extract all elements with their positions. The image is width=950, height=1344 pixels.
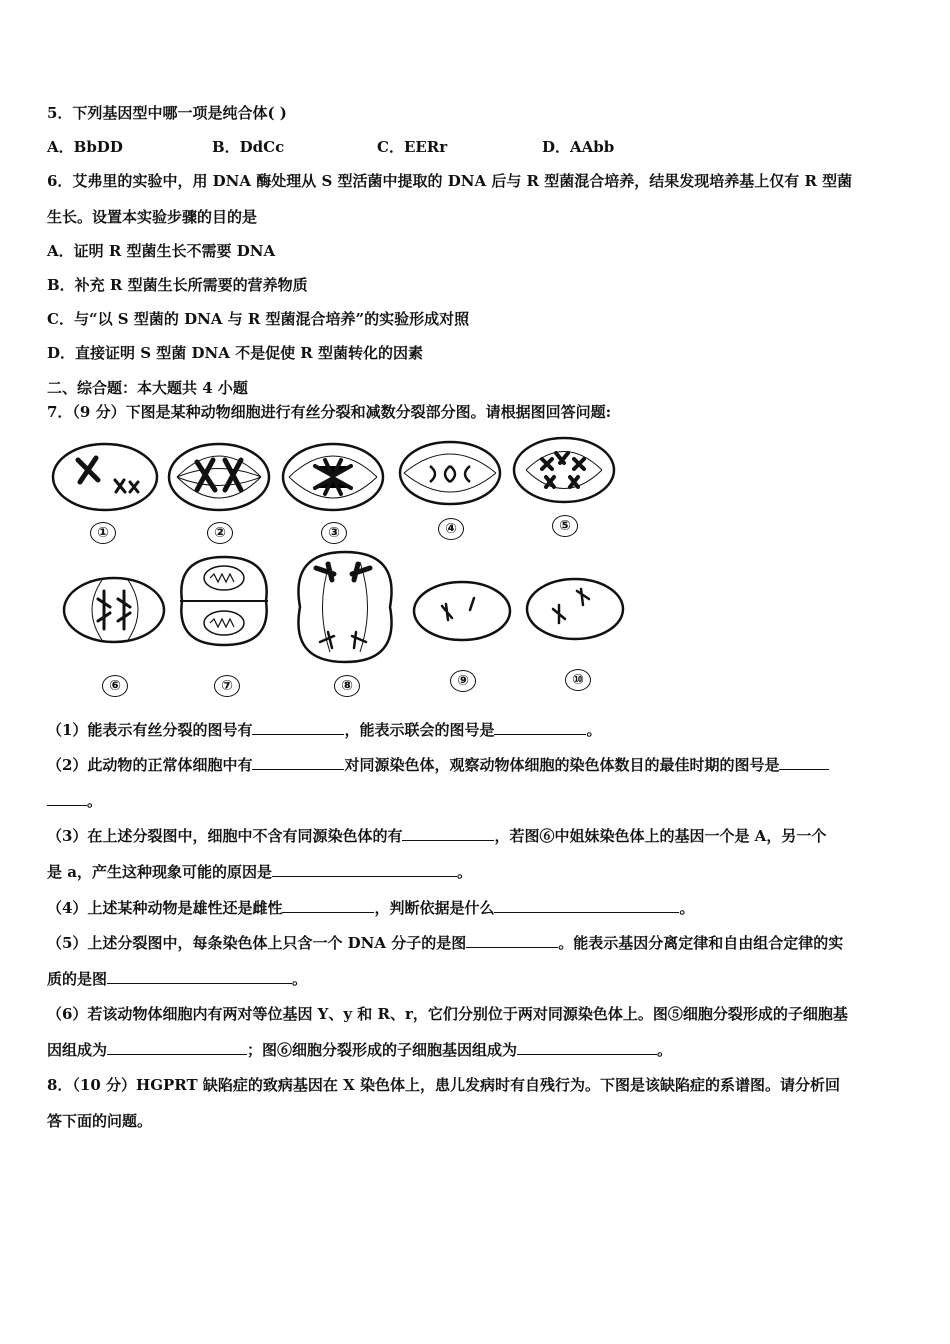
q7-sub2-text-b: 对同源染色体，观察动物体细胞的染色体数目的最佳时期的图号是: [344, 756, 780, 774]
cell-diagram-10: [525, 577, 625, 688]
q7-sub4-blank-1[interactable]: [282, 898, 374, 913]
cell-diagram-2: [167, 440, 272, 541]
cell-diagram-9: [412, 580, 512, 689]
q7-sub3-blank-1[interactable]: [402, 826, 494, 841]
q7-sub3-text-c: 是 a，产生这种现象可能的原因是: [47, 863, 272, 881]
figure-label-7: ⑦: [214, 675, 240, 697]
q6-option-d[interactable]: D．直接证明 S 型菌 DNA 不是促使 R 型菌转化的因素: [47, 344, 423, 362]
q7-sub1-text-a: （1）能表示有丝分裂的图号有: [47, 721, 253, 739]
q7-sub1: [47, 720, 601, 740]
q6-stem-line1: 6．艾弗里的实验中，用 DNA 酶处理从 S 型活菌中提取的 DNA 后与 R 型菌混合培养，结果发现培养基上仅有 R 型菌: [47, 172, 853, 190]
q7-sub6-text-a: （6）若该动物体细胞内有两对等位基因 Y、y 和 R、r，它们分别位于两对同源染色体上。图⑤细胞分裂形成的子细胞基: [47, 1005, 848, 1023]
q7-sub5: [47, 933, 843, 953]
cell-diagram-7: [174, 555, 274, 694]
q6-option-b[interactable]: B．补充 R 型菌生长所需要的营养物质: [47, 276, 308, 294]
q8-line1: 8．（10 分）HGPRT 缺陷症的致病基因在 X 染色体上，患儿发病时有自残行为。下图是该缺陷症的系谱图。请分析回: [47, 1076, 840, 1094]
q5-options: [47, 137, 614, 157]
q7-sub6-cont: [47, 1040, 672, 1060]
figure-label-10: ⑩: [565, 669, 591, 691]
section2-title: 二、综合题：本大题共 4 小题: [47, 379, 248, 397]
figure-label-6: ⑥: [102, 675, 128, 697]
cell-diagram-1: [50, 440, 160, 541]
q7-sub2-text-c: 。: [87, 792, 103, 810]
q6-option-a[interactable]: A．证明 R 型菌生长不需要 DNA: [47, 242, 276, 260]
q5-stem: 5．下列基因型中哪一项是纯合体( ): [47, 104, 287, 122]
cell-diagram-4: [398, 440, 503, 537]
figure-label-4: ④: [438, 518, 464, 540]
q7-sub5-text-a: （5）上述分裂图中，每条染色体上只含一个 DNA 分子的是图: [47, 934, 467, 952]
q8-line2: 答下面的问题。: [47, 1112, 153, 1130]
q7-sub3-blank-2[interactable]: [272, 862, 457, 877]
q7-sub5-blank-1[interactable]: [466, 933, 558, 948]
q7-sub2-text-a: （2）此动物的正常体细胞中有: [47, 756, 253, 774]
q7-sub1-blank-2[interactable]: [494, 720, 586, 735]
q5-option-d[interactable]: D．AAbb: [542, 138, 615, 156]
figure-label-1: ①: [90, 522, 116, 544]
q7-sub2-cont: [47, 791, 102, 811]
q7-sub4-text-c: 。: [679, 899, 695, 917]
q7-sub3-cont: [47, 862, 472, 882]
q7-sub5-text-b: 。能表示基因分离定律和自由组合定律的实: [558, 934, 844, 952]
q7-sub6-text-b: 因组成为: [47, 1041, 108, 1059]
figure-label-2: ②: [207, 522, 233, 544]
q7-sub5-text-c: 质的是图: [47, 970, 108, 988]
q6-option-c[interactable]: C．与“以 S 型菌的 DNA 与 R 型菌混合培养”的实验形成对照: [47, 310, 470, 328]
q7-sub2-blank-1[interactable]: [252, 755, 344, 770]
q7-sub2: [47, 755, 829, 775]
q5-option-c[interactable]: C．EERr: [377, 138, 448, 156]
figure-label-9: ⑨: [450, 670, 476, 692]
q7-sub2-blank-2-cont[interactable]: [47, 791, 87, 806]
q7-sub4-text-a: （4）上述某种动物是雄性还是雌性: [47, 899, 283, 917]
q7-sub6-text-c: ；图⑥细胞分裂形成的子细胞基因组成为: [247, 1041, 518, 1059]
q7-sub5-text-d: 。: [292, 970, 308, 988]
q7-sub3: [47, 826, 826, 846]
cell-diagram-5: [512, 435, 617, 534]
cell-figure-row-2: [50, 555, 630, 694]
figure-label-3: ③: [321, 522, 347, 544]
cell-diagram-3: [281, 440, 386, 541]
q7-sub3-text-d: 。: [456, 863, 472, 881]
q7-sub5-cont: [47, 969, 307, 989]
q7-sub6: [47, 1004, 848, 1024]
q7-sub1-text-c: 。: [586, 721, 602, 739]
q7-sub6-text-d: 。: [657, 1041, 673, 1059]
q7-sub6-blank-2[interactable]: [517, 1040, 657, 1055]
figure-label-8: ⑧: [334, 675, 360, 697]
q7-sub1-text-b: ，能表示联会的图号是: [344, 721, 495, 739]
q7-sub3-text-a: （3）在上述分裂图中，细胞中不含有同源染色体的有: [47, 827, 403, 845]
q7-sub4-blank-2[interactable]: [494, 898, 679, 913]
q7-sub1-blank-1[interactable]: [252, 720, 344, 735]
cell-diagram-8: [290, 550, 400, 694]
q6-stem-line2: 生长。设置本实验步骤的目的是: [47, 208, 258, 226]
q7-sub3-text-b: ，若图⑥中姐妹染色体上的基因一个是 A，另一个: [494, 827, 827, 845]
q5-option-b[interactable]: B．DdCc: [212, 138, 285, 156]
q7-sub4-text-b: ，判断依据是什么: [374, 899, 495, 917]
q7-stem: 7．（9 分）下图是某种动物细胞进行有丝分裂和减数分裂部分图。请根据图回答问题:: [47, 403, 612, 421]
q7-sub2-blank-2[interactable]: [779, 755, 829, 770]
figure-label-5: ⑤: [552, 515, 578, 537]
q7-sub5-blank-2[interactable]: [107, 969, 292, 984]
q7-sub4: [47, 898, 694, 918]
q7-sub6-blank-1[interactable]: [107, 1040, 247, 1055]
q5-option-a[interactable]: A．BbDD: [47, 138, 123, 156]
cell-diagram-6: [62, 575, 167, 694]
